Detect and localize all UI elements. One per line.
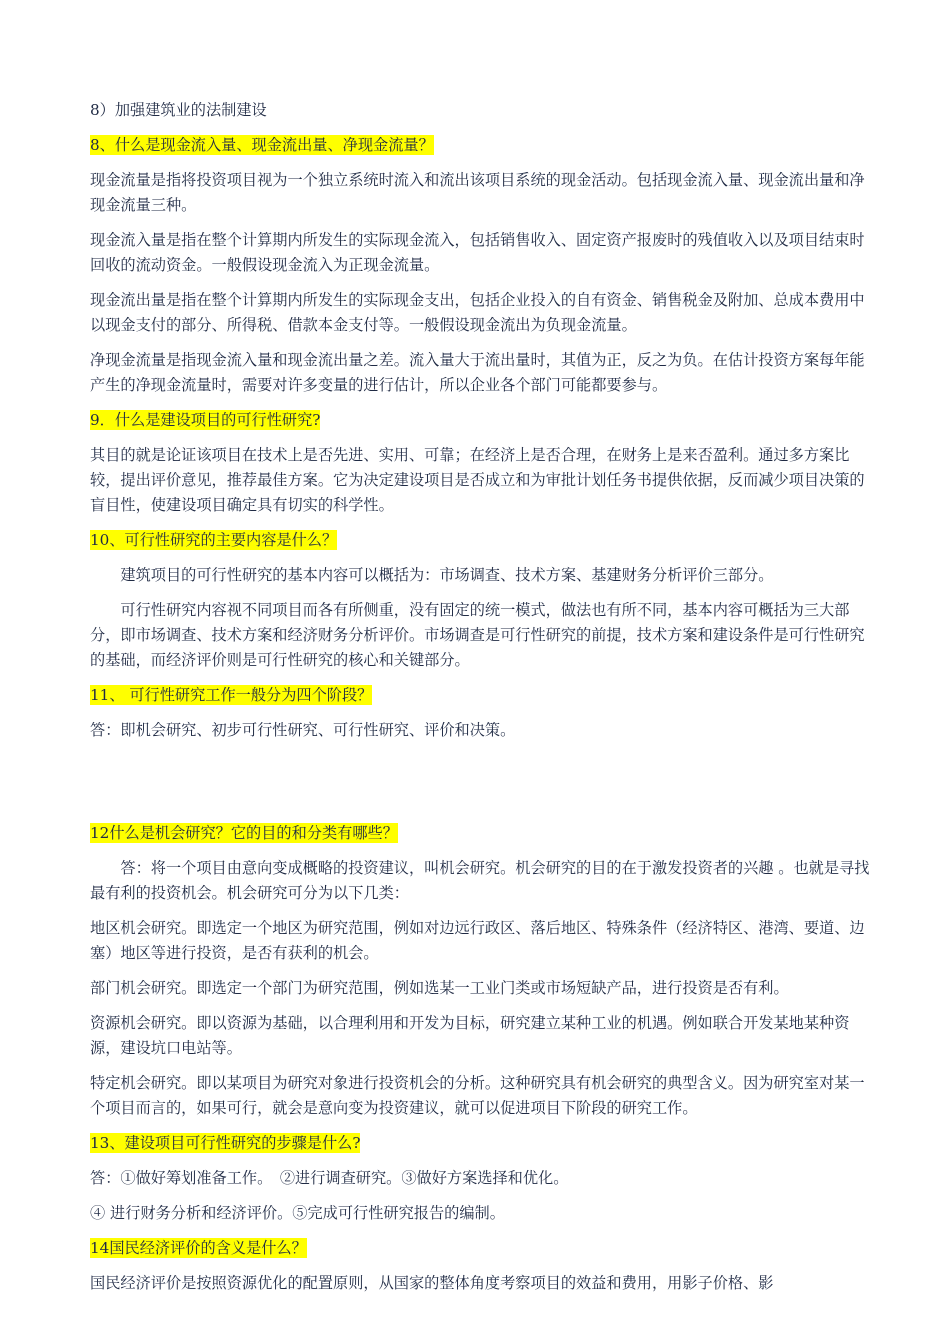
question-8 bbox=[90, 133, 870, 158]
question-12-text: 12什么是机会研究？它的目的和分类有哪些？ bbox=[90, 824, 398, 842]
answer-8-para-3: 现金流出量是指在整个计算期内所发生的实际现金支出，包括企业投入的自有资金、销售税金及附加、总成本费用中以现金支付的部分、所得税、借款本金支付等。一般假设现金流出为负现金流量。 bbox=[90, 291, 865, 334]
question-13-text: 13、建设项目可行性研究的步骤是什么? bbox=[90, 1134, 361, 1152]
answer-12-para-1: 答：将一个项目由意向变成概略的投资建议，叫机会研究。机会研究的目的在于激发投资者的兴趣 。也就是寻找最有利的投资机会。机会研究可分为以下几类： bbox=[90, 859, 870, 902]
answer-8-para-1: 现金流量是指将投资项目视为一个独立系统时流入和流出该项目系统的现金活动。包括现金流入量、现金流出量和净现金流量三种。 bbox=[90, 171, 865, 214]
question-14 bbox=[90, 1236, 870, 1261]
answer-8-para-2: 现金流入量是指在整个计算期内所发生的实际现金流入，包括销售收入、固定资产报废时的残值收入以及项目结束时回收的流动资金。一般假设现金流入为正现金流量。 bbox=[90, 231, 865, 274]
answer-12-para-2: 地区机会研究。即选定一个地区为研究范围，例如对边远行政区、落后地区、特殊条件（经济特区、港湾、要道、边塞）地区等进行投资，是否有获利的机会。 bbox=[90, 919, 865, 962]
answer-12-para-4: 资源机会研究。即以资源为基础，以合理利用和开发为目标，研究建立某种工业的机遇。例如联合开发某地某种资源，建设坑口电站等。 bbox=[90, 1014, 850, 1057]
blank-spacer bbox=[90, 753, 870, 821]
answer-8-para-4: 净现金流量是指现金流入量和现金流出量之差。流入量大于流出量时，其值为正，反之为负。在估计投资方案每年能产生的净现金流量时，需要对许多变量的进行估计，所以企业各个部门可能都要参与。 bbox=[90, 351, 865, 394]
document-page bbox=[90, 98, 870, 1306]
answer-12-para-5: 特定机会研究。即以某项目为研究对象进行投资机会的分析。这种研究具有机会研究的典型含义。因为研究室对某一个项目而言的，如果可行，就会是意向变为投资建议，就可以促进项目下阶段的研究工作。 bbox=[90, 1074, 865, 1117]
question-13 bbox=[90, 1131, 870, 1156]
question-9 bbox=[90, 408, 870, 433]
question-8-text: 8、什么是现金流入量、现金流出量、净现金流量？ bbox=[90, 136, 434, 154]
question-11 bbox=[90, 683, 870, 708]
question-10 bbox=[90, 528, 870, 553]
question-14-text: 14国民经济评价的含义是什么？ bbox=[90, 1239, 307, 1257]
question-9-text: 9．什么是建设项目的可行性研究? bbox=[90, 411, 321, 429]
question-12 bbox=[90, 821, 870, 846]
answer-10-para-2: 可行性研究内容视不同项目而各有所侧重，没有固定的统一模式，做法也有所不同，基本内容可概括为三大部分，即市场调查、技术方案和经济财务分析评价。市场调查是可行性研究的前提，技术方案和建设条件是可行性研究的基础，而经济评价则是可行性研究的核心和关键部分。 bbox=[90, 601, 865, 669]
answer-11-para-1: 答：即机会研究、初步可行性研究、可行性研究、评价和决策。 bbox=[90, 721, 516, 739]
answer-13-para-1: 答：①做好筹划准备工作。 ②进行调查研究。③做好方案选择和优化。 bbox=[90, 1169, 569, 1187]
answer-10-para-1: 建筑项目的可行性研究的基本内容可以概括为：市场调查、技术方案、基建财务分析评价三部分。 bbox=[120, 566, 774, 584]
question-11-text: 11、 可行性研究工作一般分为四个阶段？ bbox=[90, 686, 373, 704]
paragraph-b1: 8）加强建筑业的法制建设 bbox=[90, 101, 267, 119]
answer-9-para-1: 其目的就是论证该项目在技术上是否先进、实用、可靠；在经济上是否合理，在财务上是来否盈利。通过多方案比较，提出评价意见，推荐最佳方案。它为决定建设项目是否成立和为审批计划任务书提供依据，反而减少项目决策的盲目性，使建设项目确定具有切实的科学性。 bbox=[90, 446, 865, 514]
answer-12-para-3: 部门机会研究。即选定一个部门为研究范围，例如选某一工业门类或市场短缺产品，进行投资是否有利。 bbox=[90, 979, 789, 997]
answer-13-para-2: ④ 进行财务分析和经济评价。⑤完成可行性研究报告的编制。 bbox=[90, 1204, 505, 1222]
question-10-text: 10、可行性研究的主要内容是什么？ bbox=[90, 531, 338, 549]
answer-14-para-1: 国民经济评价是按照资源优化的配置原则，从国家的整体角度考察项目的效益和费用，用影子价格、影 bbox=[90, 1274, 774, 1292]
